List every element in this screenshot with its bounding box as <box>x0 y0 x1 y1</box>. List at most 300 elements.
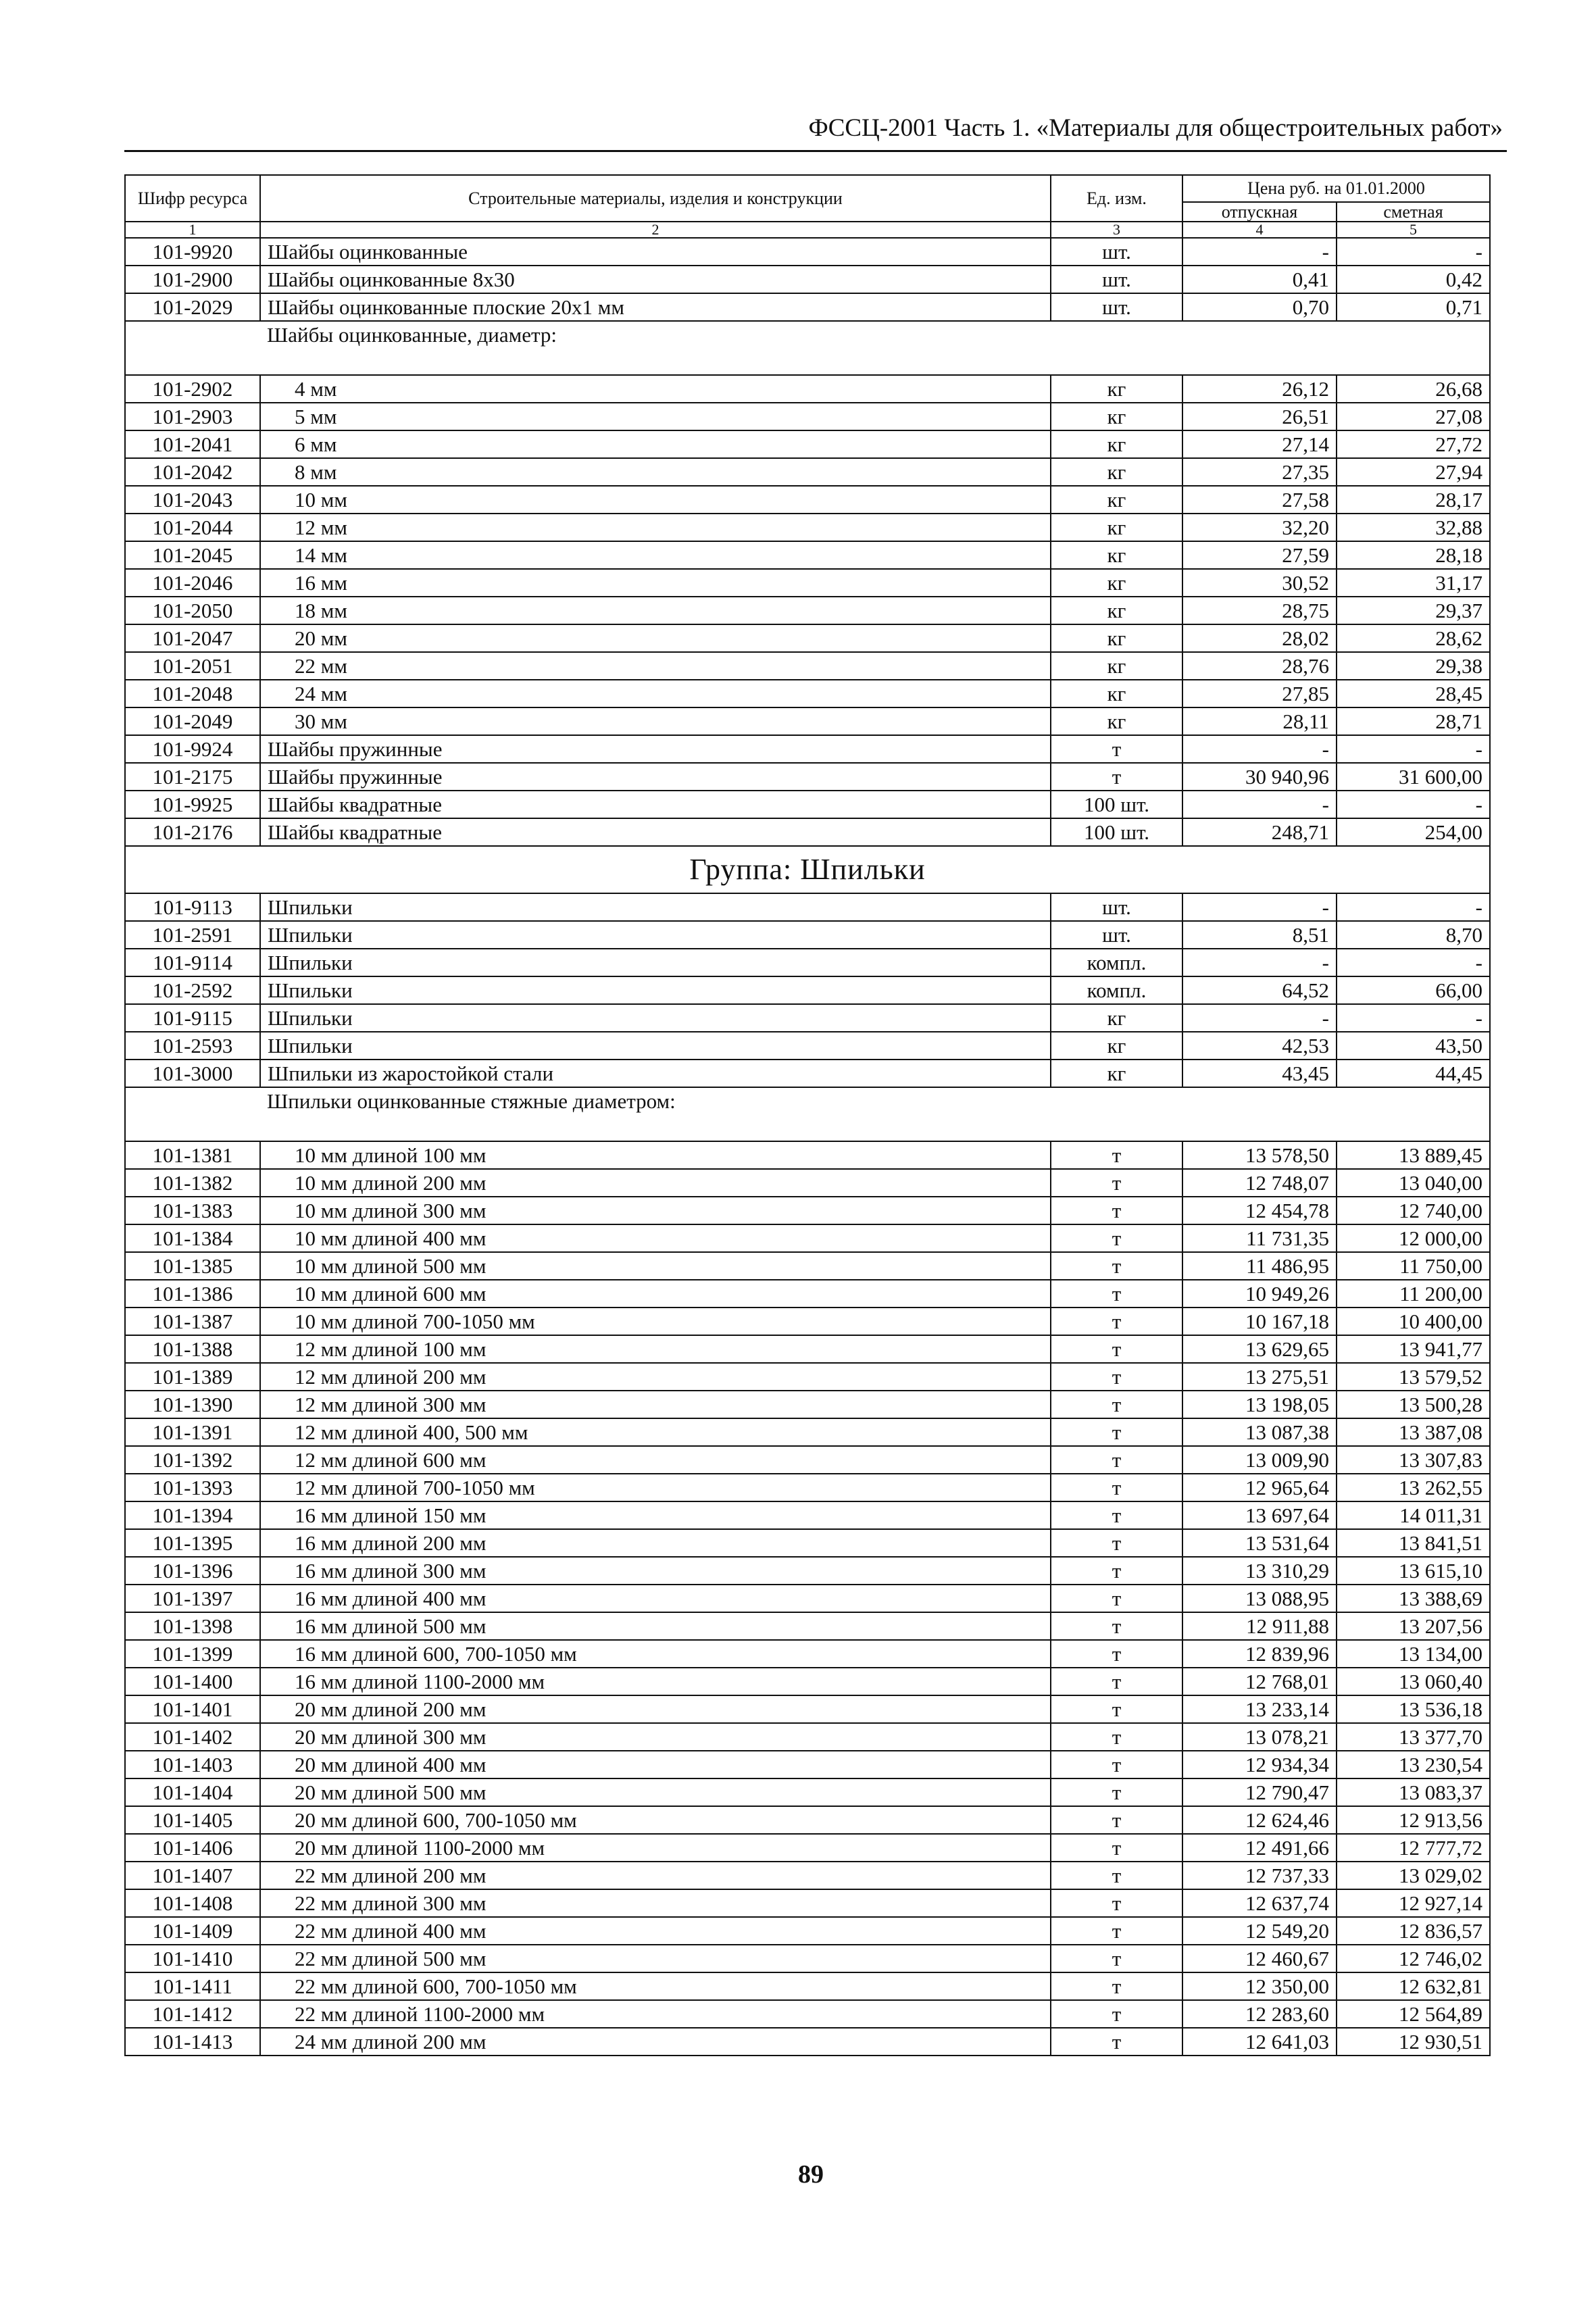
table-row <box>125 1917 1490 1945</box>
code-cell: 101-2593 <box>125 1032 260 1060</box>
release-price-cell: 11 731,35 <box>1182 1224 1337 1252</box>
name-cell: Шпильки <box>260 1032 1051 1060</box>
release-price-cell: 12 839,96 <box>1182 1640 1337 1668</box>
release-price-cell: 12 737,33 <box>1182 1862 1337 1889</box>
unit-cell: кг <box>1051 514 1182 541</box>
release-price-cell: 10 167,18 <box>1182 1308 1337 1335</box>
unit-cell: т <box>1051 1972 1182 2000</box>
table-row <box>125 1501 1490 1529</box>
code-cell: 101-2051 <box>125 652 260 680</box>
estimate-price-cell: 28,62 <box>1337 624 1490 652</box>
unit-cell: шт. <box>1051 266 1182 293</box>
table-row <box>125 1529 1490 1557</box>
code-cell: 101-9113 <box>125 893 260 921</box>
code-cell: 101-1382 <box>125 1169 260 1197</box>
code-cell: 101-2591 <box>125 921 260 949</box>
name-cell: 20 мм длиной 1100-2000 мм <box>260 1834 1051 1862</box>
code-cell: 101-1407 <box>125 1862 260 1889</box>
table-row <box>125 1723 1490 1751</box>
table-row <box>125 976 1490 1004</box>
release-price-cell: 43,45 <box>1182 1060 1337 1087</box>
table-row <box>125 707 1490 735</box>
group-heading-row <box>125 846 1490 893</box>
unit-cell: т <box>1051 1557 1182 1585</box>
estimate-price-cell: 13 207,56 <box>1337 1612 1490 1640</box>
unit-cell: т <box>1051 1224 1182 1252</box>
name-cell: 16 мм длиной 150 мм <box>260 1501 1051 1529</box>
table-row <box>125 1004 1490 1032</box>
code-cell: 101-1384 <box>125 1224 260 1252</box>
unit-cell: кг <box>1051 680 1182 707</box>
release-price-cell: - <box>1182 1004 1337 1032</box>
release-price-cell: 28,02 <box>1182 624 1337 652</box>
unit-cell: кг <box>1051 1032 1182 1060</box>
estimate-price-cell: 28,71 <box>1337 707 1490 735</box>
name-cell: 10 мм длиной 400 мм <box>260 1224 1051 1252</box>
name-cell: 16 мм длиной 600, 700-1050 мм <box>260 1640 1051 1668</box>
code-cell <box>125 321 260 375</box>
table-row <box>125 1612 1490 1640</box>
table-row <box>125 1972 1490 2000</box>
estimate-price-cell: - <box>1337 238 1490 266</box>
name-cell: 10 мм длиной 600 мм <box>260 1280 1051 1308</box>
estimate-price-cell: 13 841,51 <box>1337 1529 1490 1557</box>
estimate-price-cell: 13 029,02 <box>1337 1862 1490 1889</box>
estimate-price-cell: 12 632,81 <box>1337 1972 1490 2000</box>
unit-cell: шт. <box>1051 921 1182 949</box>
table-row <box>125 624 1490 652</box>
name-cell: 20 мм длиной 500 мм <box>260 1778 1051 1806</box>
table-row <box>125 1280 1490 1308</box>
code-cell: 101-1408 <box>125 1889 260 1917</box>
release-price-cell: 30,52 <box>1182 569 1337 597</box>
unit-cell: т <box>1051 1889 1182 1917</box>
name-cell: Шайбы оцинкованные плоские 20х1 мм <box>260 293 1051 321</box>
name-cell: Шайбы оцинкованные <box>260 238 1051 266</box>
table-row <box>125 403 1490 430</box>
release-price-cell: 13 275,51 <box>1182 1363 1337 1391</box>
code-cell: 101-1403 <box>125 1751 260 1778</box>
name-cell: 20 мм длиной 200 мм <box>260 1695 1051 1723</box>
unit-cell: кг <box>1051 1060 1182 1087</box>
release-price-cell: 8,51 <box>1182 921 1337 949</box>
unit-cell: т <box>1051 2028 1182 2056</box>
code-cell: 101-1389 <box>125 1363 260 1391</box>
estimate-price-cell: 11 750,00 <box>1337 1252 1490 1280</box>
code-cell: 101-2050 <box>125 597 260 624</box>
estimate-price-cell: 28,18 <box>1337 541 1490 569</box>
release-price-cell: 28,11 <box>1182 707 1337 735</box>
code-cell: 101-1413 <box>125 2028 260 2056</box>
name-cell: 22 мм длиной 1100-2000 мм <box>260 2000 1051 2028</box>
release-price-cell: 0,41 <box>1182 266 1337 293</box>
table-row <box>125 1032 1490 1060</box>
release-price-cell: 28,76 <box>1182 652 1337 680</box>
release-price-cell: 28,75 <box>1182 597 1337 624</box>
name-cell: 12 мм длиной 200 мм <box>260 1363 1051 1391</box>
estimate-price-cell: 0,71 <box>1337 293 1490 321</box>
name-cell: 8 мм <box>260 458 1051 486</box>
estimate-price-cell: 12 930,51 <box>1337 2028 1490 2056</box>
release-price-cell: 12 549,20 <box>1182 1917 1337 1945</box>
price-table <box>124 174 1491 2056</box>
estimate-price-cell: 13 040,00 <box>1337 1169 1490 1197</box>
unit-cell: т <box>1051 1169 1182 1197</box>
unit-cell: т <box>1051 1585 1182 1612</box>
unit-cell: шт. <box>1051 893 1182 921</box>
name-cell: 20 мм длиной 600, 700-1050 мм <box>260 1806 1051 1834</box>
unit-cell: кг <box>1051 624 1182 652</box>
table-row <box>125 1418 1490 1446</box>
code-cell: 101-2046 <box>125 569 260 597</box>
page-header: ФССЦ-2001 Часть 1. «Материалы для общестроительных работ» <box>808 114 1503 142</box>
table-row <box>125 293 1490 321</box>
name-cell: 18 мм <box>260 597 1051 624</box>
release-price-cell: 27,35 <box>1182 458 1337 486</box>
table-row <box>125 1308 1490 1335</box>
table-row <box>125 1695 1490 1723</box>
unit-cell: т <box>1051 1308 1182 1335</box>
table-row <box>125 1834 1490 1862</box>
estimate-price-cell: 27,72 <box>1337 430 1490 458</box>
unit-cell: т <box>1051 1695 1182 1723</box>
table-row <box>125 652 1490 680</box>
name-cell: Шпильки <box>260 976 1051 1004</box>
estimate-price-cell: 13 083,37 <box>1337 1778 1490 1806</box>
unit-cell: 100 шт. <box>1051 791 1182 818</box>
table-row <box>125 1060 1490 1087</box>
unit-cell: компл. <box>1051 976 1182 1004</box>
estimate-price-cell: - <box>1337 949 1490 976</box>
name-cell: 4 мм <box>260 375 1051 403</box>
release-price-cell: 42,53 <box>1182 1032 1337 1060</box>
col-number: 1 <box>125 222 260 238</box>
unit-cell: т <box>1051 1280 1182 1308</box>
code-cell: 101-1383 <box>125 1197 260 1224</box>
release-price-cell: 10 949,26 <box>1182 1280 1337 1308</box>
release-price-cell: 12 454,78 <box>1182 1197 1337 1224</box>
code-cell: 101-2042 <box>125 458 260 486</box>
release-price-cell: 12 768,01 <box>1182 1668 1337 1695</box>
estimate-price-cell: 11 200,00 <box>1337 1280 1490 1308</box>
table-row <box>125 1862 1490 1889</box>
name-cell: 22 мм длиной 300 мм <box>260 1889 1051 1917</box>
unit-cell: т <box>1051 1806 1182 1834</box>
unit-cell: т <box>1051 1197 1182 1224</box>
estimate-price-cell: 14 011,31 <box>1337 1501 1490 1529</box>
table-row <box>125 735 1490 763</box>
unit-cell: т <box>1051 1862 1182 1889</box>
subheading-row <box>125 321 1490 375</box>
release-price-cell: 13 531,64 <box>1182 1529 1337 1557</box>
release-price-cell: 13 697,64 <box>1182 1501 1337 1529</box>
name-cell: 22 мм длиной 200 мм <box>260 1862 1051 1889</box>
col-number: 3 <box>1051 222 1182 238</box>
release-price-cell: - <box>1182 735 1337 763</box>
unit-cell: т <box>1051 1668 1182 1695</box>
table-row <box>125 514 1490 541</box>
estimate-price-cell: 12 913,56 <box>1337 1806 1490 1834</box>
release-price-cell: - <box>1182 893 1337 921</box>
estimate-price-cell: 31 600,00 <box>1337 763 1490 791</box>
name-cell: 5 мм <box>260 403 1051 430</box>
release-price-cell: - <box>1182 949 1337 976</box>
name-cell: 22 мм <box>260 652 1051 680</box>
unit-cell: т <box>1051 1723 1182 1751</box>
unit-cell: т <box>1051 1529 1182 1557</box>
table-row <box>125 486 1490 514</box>
code-cell: 101-1392 <box>125 1446 260 1474</box>
name-cell: 12 мм длиной 400, 500 мм <box>260 1418 1051 1446</box>
col-number: 5 <box>1337 222 1490 238</box>
name-cell: 10 мм <box>260 486 1051 514</box>
release-price-cell: 26,12 <box>1182 375 1337 403</box>
table-row <box>125 597 1490 624</box>
code-cell: 101-1405 <box>125 1806 260 1834</box>
table-row <box>125 1335 1490 1363</box>
estimate-price-cell: 254,00 <box>1337 818 1490 846</box>
release-price-cell: 12 748,07 <box>1182 1169 1337 1197</box>
estimate-price-cell: 13 889,45 <box>1337 1141 1490 1169</box>
name-cell: 12 мм длиной 600 мм <box>260 1446 1051 1474</box>
name-cell: Шайбы пружинные <box>260 735 1051 763</box>
code-cell: 101-1381 <box>125 1141 260 1169</box>
code-cell: 101-9924 <box>125 735 260 763</box>
estimate-price-cell: 13 134,00 <box>1337 1640 1490 1668</box>
code-cell: 101-1410 <box>125 1945 260 1972</box>
code-cell: 101-1404 <box>125 1778 260 1806</box>
code-cell: 101-2048 <box>125 680 260 707</box>
unit-cell: т <box>1051 1335 1182 1363</box>
unit-cell: 100 шт. <box>1051 818 1182 846</box>
unit-cell: кг <box>1051 597 1182 624</box>
table-row <box>125 791 1490 818</box>
unit-cell: т <box>1051 1501 1182 1529</box>
code-cell: 101-1386 <box>125 1280 260 1308</box>
name-cell: Шпильки <box>260 921 1051 949</box>
table-row <box>125 763 1490 791</box>
table-row <box>125 1363 1490 1391</box>
table-row <box>125 541 1490 569</box>
release-price-cell: 13 078,21 <box>1182 1723 1337 1751</box>
unit-cell: т <box>1051 1945 1182 1972</box>
code-cell: 101-9114 <box>125 949 260 976</box>
table-body <box>125 238 1490 2056</box>
code-cell: 101-1390 <box>125 1391 260 1418</box>
col-header-release: отпускная <box>1182 202 1337 222</box>
release-price-cell: 30 940,96 <box>1182 763 1337 791</box>
table-row <box>125 1446 1490 1474</box>
code-cell: 101-1391 <box>125 1418 260 1446</box>
estimate-price-cell: 44,45 <box>1337 1060 1490 1087</box>
subheading-cell: Шайбы оцинкованные, диаметр: <box>260 321 1490 375</box>
code-cell: 101-2900 <box>125 266 260 293</box>
table-row <box>125 569 1490 597</box>
code-cell: 101-1411 <box>125 1972 260 2000</box>
estimate-price-cell: 8,70 <box>1337 921 1490 949</box>
estimate-price-cell: 13 536,18 <box>1337 1695 1490 1723</box>
name-cell: Шпильки <box>260 1004 1051 1032</box>
release-price-cell: 13 088,95 <box>1182 1585 1337 1612</box>
name-cell: 12 мм длиной 700-1050 мм <box>260 1474 1051 1501</box>
estimate-price-cell: 13 262,55 <box>1337 1474 1490 1501</box>
unit-cell: кг <box>1051 375 1182 403</box>
code-cell: 101-1394 <box>125 1501 260 1529</box>
name-cell: Шпильки из жаростойкой стали <box>260 1060 1051 1087</box>
estimate-price-cell: 12 777,72 <box>1337 1834 1490 1862</box>
unit-cell: кг <box>1051 403 1182 430</box>
estimate-price-cell: 66,00 <box>1337 976 1490 1004</box>
estimate-price-cell: - <box>1337 1004 1490 1032</box>
table-row <box>125 1806 1490 1834</box>
table-row <box>125 458 1490 486</box>
col-header-unit: Ед. изм. <box>1051 175 1182 222</box>
code-cell: 101-1393 <box>125 1474 260 1501</box>
code-cell: 101-2903 <box>125 403 260 430</box>
estimate-price-cell: 27,08 <box>1337 403 1490 430</box>
code-cell: 101-1406 <box>125 1834 260 1862</box>
release-price-cell: 13 009,90 <box>1182 1446 1337 1474</box>
code-cell: 101-9115 <box>125 1004 260 1032</box>
code-cell: 101-1412 <box>125 2000 260 2028</box>
release-price-cell: 12 790,47 <box>1182 1778 1337 1806</box>
unit-cell: кг <box>1051 569 1182 597</box>
table-row <box>125 1585 1490 1612</box>
name-cell: 12 мм длиной 300 мм <box>260 1391 1051 1418</box>
release-price-cell: 11 486,95 <box>1182 1252 1337 1280</box>
code-cell: 101-1385 <box>125 1252 260 1280</box>
release-price-cell: - <box>1182 791 1337 818</box>
table-row <box>125 2000 1490 2028</box>
table-row <box>125 266 1490 293</box>
estimate-price-cell: 12 746,02 <box>1337 1945 1490 1972</box>
code-cell: 101-2043 <box>125 486 260 514</box>
estimate-price-cell: 13 387,08 <box>1337 1418 1490 1446</box>
name-cell: Шпильки <box>260 893 1051 921</box>
table-row <box>125 1141 1490 1169</box>
code-cell: 101-1399 <box>125 1640 260 1668</box>
name-cell: 12 мм длиной 100 мм <box>260 1335 1051 1363</box>
release-price-cell: 13 310,29 <box>1182 1557 1337 1585</box>
code-cell: 101-2045 <box>125 541 260 569</box>
unit-cell: кг <box>1051 652 1182 680</box>
name-cell: 16 мм длиной 1100-2000 мм <box>260 1668 1051 1695</box>
release-price-cell: - <box>1182 238 1337 266</box>
estimate-price-cell: 13 388,69 <box>1337 1585 1490 1612</box>
unit-cell: т <box>1051 1391 1182 1418</box>
name-cell: 30 мм <box>260 707 1051 735</box>
unit-cell: т <box>1051 1640 1182 1668</box>
subheading-cell: Шпильки оцинкованные стяжные диаметром: <box>260 1087 1490 1141</box>
name-cell: 16 мм длиной 300 мм <box>260 1557 1051 1585</box>
code-cell: 101-2049 <box>125 707 260 735</box>
unit-cell: т <box>1051 763 1182 791</box>
unit-cell: кг <box>1051 1004 1182 1032</box>
name-cell: 16 мм длиной 500 мм <box>260 1612 1051 1640</box>
code-cell: 101-1388 <box>125 1335 260 1363</box>
unit-cell: кг <box>1051 458 1182 486</box>
table-row <box>125 430 1490 458</box>
code-cell: 101-2041 <box>125 430 260 458</box>
table-row <box>125 1224 1490 1252</box>
name-cell: 20 мм <box>260 624 1051 652</box>
unit-cell: т <box>1051 1141 1182 1169</box>
code-cell: 101-2044 <box>125 514 260 541</box>
release-price-cell: 12 641,03 <box>1182 2028 1337 2056</box>
subheading-row <box>125 1087 1490 1141</box>
code-cell: 101-2592 <box>125 976 260 1004</box>
name-cell: 16 мм длиной 400 мм <box>260 1585 1051 1612</box>
release-price-cell: 32,20 <box>1182 514 1337 541</box>
estimate-price-cell: 13 579,52 <box>1337 1363 1490 1391</box>
name-cell: 10 мм длиной 700-1050 мм <box>260 1308 1051 1335</box>
table-row <box>125 1668 1490 1695</box>
release-price-cell: 12 934,34 <box>1182 1751 1337 1778</box>
release-price-cell: 12 491,66 <box>1182 1834 1337 1862</box>
table-row <box>125 921 1490 949</box>
estimate-price-cell: 13 307,83 <box>1337 1446 1490 1474</box>
header-rule <box>124 150 1507 152</box>
release-price-cell: 12 637,74 <box>1182 1889 1337 1917</box>
unit-cell: т <box>1051 1252 1182 1280</box>
code-cell: 101-2176 <box>125 818 260 846</box>
estimate-price-cell: 29,37 <box>1337 597 1490 624</box>
col-number: 2 <box>260 222 1051 238</box>
table-row <box>125 2028 1490 2056</box>
estimate-price-cell: 12 000,00 <box>1337 1224 1490 1252</box>
table-row <box>125 680 1490 707</box>
estimate-price-cell: 13 615,10 <box>1337 1557 1490 1585</box>
code-cell: 101-9920 <box>125 238 260 266</box>
release-price-cell: 13 087,38 <box>1182 1418 1337 1446</box>
table-head <box>125 175 1490 238</box>
estimate-price-cell: 12 927,14 <box>1337 1889 1490 1917</box>
release-price-cell: 248,71 <box>1182 818 1337 846</box>
table-row <box>125 238 1490 266</box>
unit-cell: шт. <box>1051 238 1182 266</box>
unit-cell: кг <box>1051 430 1182 458</box>
table-row <box>125 1169 1490 1197</box>
estimate-price-cell: 12 740,00 <box>1337 1197 1490 1224</box>
code-cell: 101-9925 <box>125 791 260 818</box>
table-row <box>125 1945 1490 1972</box>
name-cell: 10 мм длиной 100 мм <box>260 1141 1051 1169</box>
unit-cell: т <box>1051 1917 1182 1945</box>
estimate-price-cell: 13 941,77 <box>1337 1335 1490 1363</box>
unit-cell: кг <box>1051 707 1182 735</box>
name-cell: Шайбы пружинные <box>260 763 1051 791</box>
unit-cell: т <box>1051 1363 1182 1391</box>
release-price-cell: 27,14 <box>1182 430 1337 458</box>
estimate-price-cell: 12 564,89 <box>1337 2000 1490 2028</box>
table-row <box>125 375 1490 403</box>
release-price-cell: 12 283,60 <box>1182 2000 1337 2028</box>
name-cell: 6 мм <box>260 430 1051 458</box>
unit-cell: т <box>1051 1474 1182 1501</box>
name-cell: 10 мм длиной 300 мм <box>260 1197 1051 1224</box>
estimate-price-cell: 13 377,70 <box>1337 1723 1490 1751</box>
name-cell: 20 мм длиной 400 мм <box>260 1751 1051 1778</box>
code-cell: 101-2029 <box>125 293 260 321</box>
name-cell: 10 мм длиной 200 мм <box>260 1169 1051 1197</box>
name-cell: 22 мм длиной 400 мм <box>260 1917 1051 1945</box>
release-price-cell: 12 460,67 <box>1182 1945 1337 1972</box>
code-cell: 101-1387 <box>125 1308 260 1335</box>
table-row <box>125 1391 1490 1418</box>
name-cell: 16 мм <box>260 569 1051 597</box>
unit-cell: т <box>1051 1751 1182 1778</box>
name-cell: Шайбы квадратные <box>260 818 1051 846</box>
